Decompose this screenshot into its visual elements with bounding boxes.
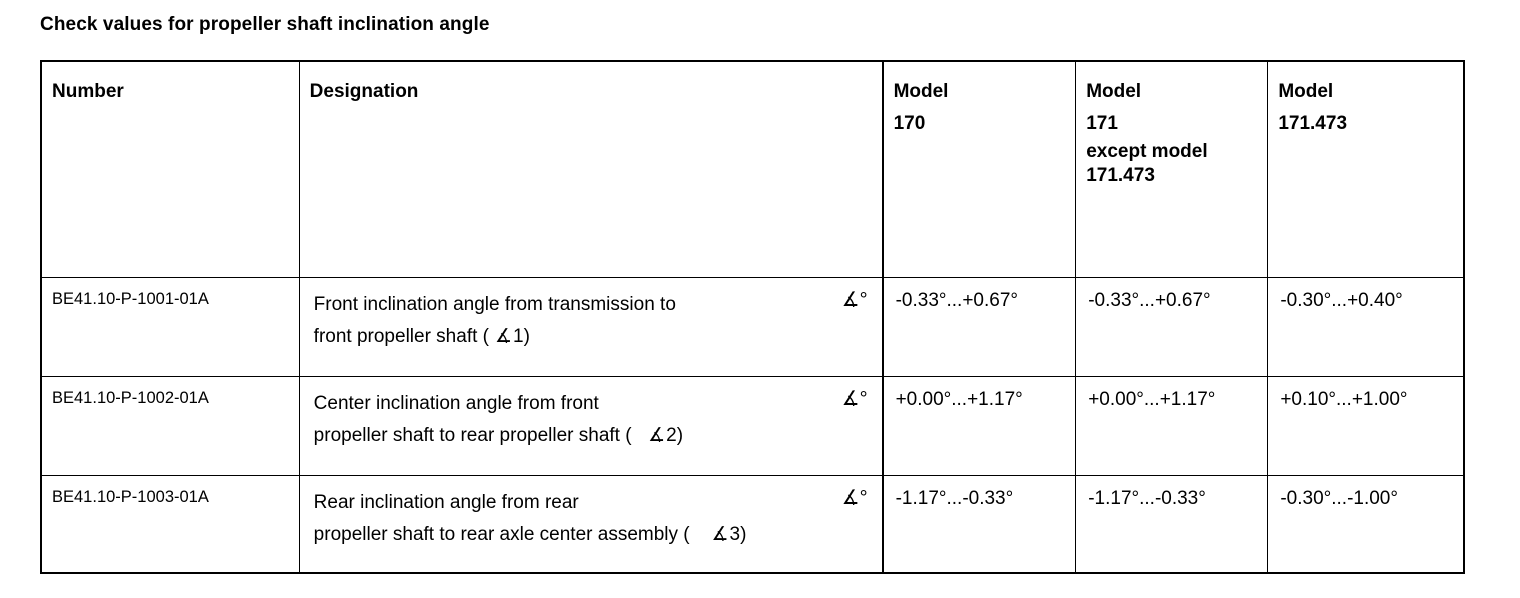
- header-designation-label: Designation: [309, 81, 419, 102]
- cell-model-171: -1.17°...-0.33°: [1076, 476, 1268, 574]
- number-link[interactable]: BE41.10-P-1002-01A: [52, 389, 209, 407]
- angle-degree-icon: ∡°: [841, 487, 868, 509]
- header-number-label: Number: [52, 81, 124, 102]
- header-model-170: [883, 61, 1076, 278]
- header-model-171-line1: Model: [1086, 81, 1142, 102]
- cell-model-170: -1.17°...-0.33°: [883, 476, 1076, 574]
- cell-model-171: -0.33°...+0.67°: [1076, 278, 1268, 377]
- table-header-row: [41, 61, 1464, 278]
- table-row: [41, 476, 1464, 574]
- header-model-171-473-line2: 171.473: [1278, 113, 1348, 134]
- table-row: [41, 377, 1464, 476]
- cell-number: [41, 476, 299, 574]
- cell-model-171-473: -0.30°...-1.00°: [1268, 476, 1464, 574]
- header-model-170-line2: 170: [893, 113, 926, 134]
- header-model-171-line4: 171.473: [1086, 165, 1155, 186]
- header-number: [41, 61, 299, 278]
- angle-icon: ∡: [494, 326, 513, 347]
- cell-model-170: +0.00°...+1.17°: [883, 377, 1076, 476]
- cell-model-171: +0.00°...+1.17°: [1076, 377, 1268, 476]
- cell-number: [41, 278, 299, 377]
- number-link[interactable]: BE41.10-P-1001-01A: [52, 290, 209, 308]
- angle-degree-icon: ∡°: [841, 289, 868, 311]
- header-model-170-line1: Model: [893, 81, 949, 102]
- header-model-171: [1076, 61, 1268, 278]
- angle-icon: ∡: [695, 524, 729, 545]
- header-model-171-line2: 171: [1086, 113, 1118, 134]
- number-link[interactable]: BE41.10-P-1003-01A: [52, 488, 209, 506]
- designation-text: Center inclination angle from front propeller shaft to rear propeller shaft ( ∡2): [313, 393, 684, 446]
- designation-text: Rear inclination angle from rear propeller shaft to rear axle center assembly ( ∡3): [313, 492, 747, 545]
- cell-designation: [299, 476, 882, 574]
- designation-text: Front inclination angle from transmission to front propeller shaft ( ∡1): [313, 294, 676, 347]
- cell-model-170: -0.33°...+0.67°: [883, 278, 1076, 377]
- check-values-table: [40, 60, 1465, 574]
- angle-icon: ∡: [637, 425, 666, 446]
- table-row: [41, 278, 1464, 377]
- angle-degree-icon: ∡°: [841, 388, 868, 410]
- page-title: Check values for propeller shaft inclination angle: [40, 14, 490, 35]
- header-designation: [299, 61, 882, 278]
- cell-designation: [299, 278, 882, 377]
- header-model-171-line3: except model: [1086, 141, 1208, 162]
- header-model-171-473-line1: Model: [1278, 81, 1334, 102]
- cell-designation: [299, 377, 882, 476]
- header-model-171-473: [1268, 61, 1464, 278]
- cell-model-171-473: -0.30°...+0.40°: [1268, 278, 1464, 377]
- cell-model-171-473: +0.10°...+1.00°: [1268, 377, 1464, 476]
- cell-number: [41, 377, 299, 476]
